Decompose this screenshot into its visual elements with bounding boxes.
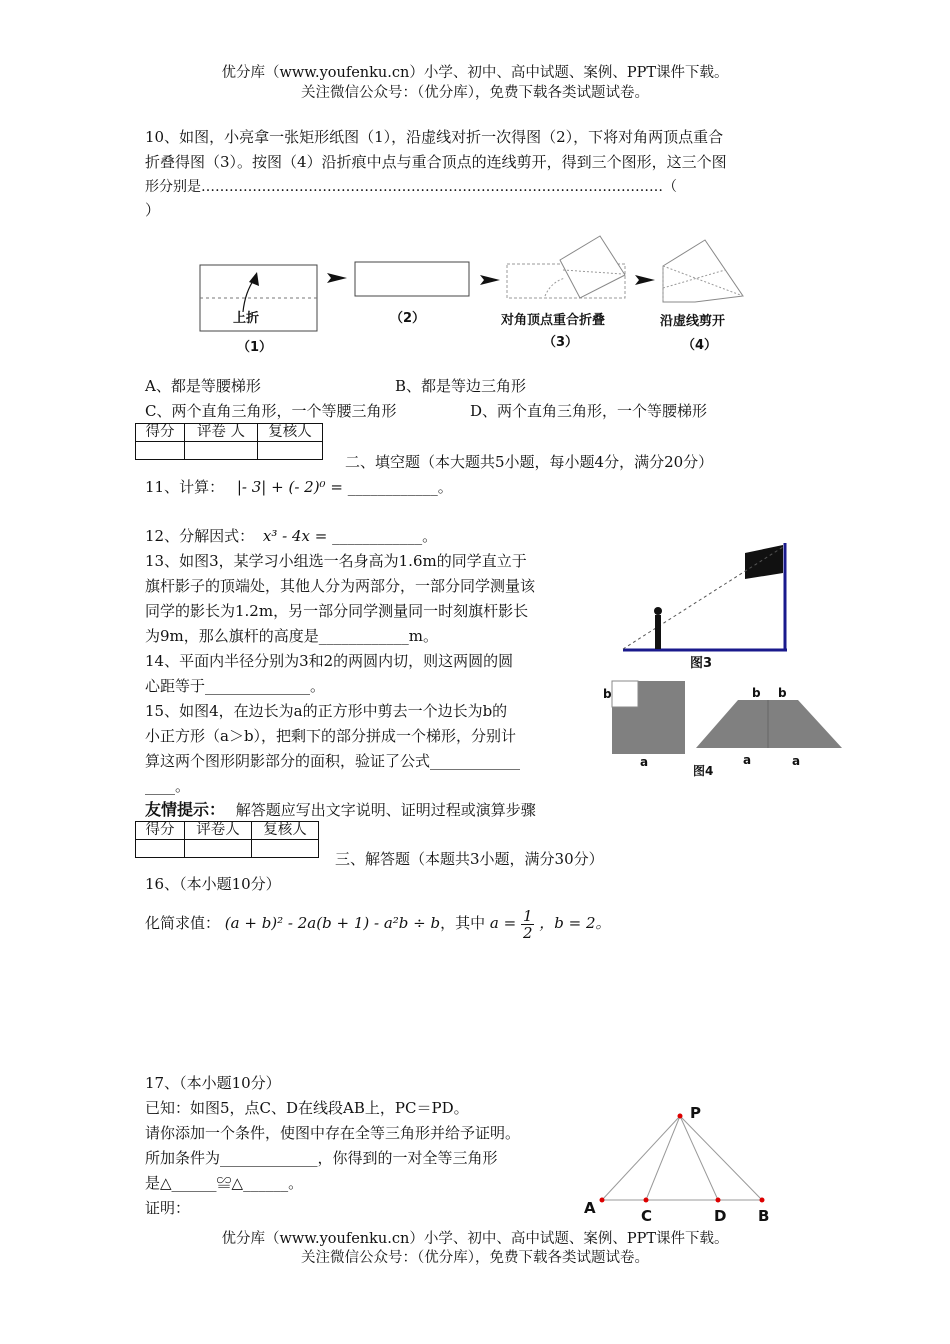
point-d bbox=[716, 1198, 721, 1203]
arrow-2-icon bbox=[480, 275, 500, 285]
q17-line4: 是△______≌△______。 bbox=[145, 1174, 304, 1192]
score-table-1 bbox=[135, 423, 323, 460]
q15-line4: ____。 bbox=[145, 777, 191, 795]
q16-title: 16、（本小题10分） bbox=[145, 875, 281, 893]
fig4-label: （4） bbox=[682, 338, 718, 353]
section2-title: 二、填空题（本大题共5小题，每小题4分，满分20分） bbox=[345, 453, 714, 471]
fig4-label-a-square: a bbox=[640, 755, 649, 769]
fig1-caption: 上折 bbox=[233, 311, 260, 326]
shaded-trapezoid bbox=[696, 700, 842, 748]
grader-cell-2[interactable] bbox=[185, 840, 252, 858]
grader-cell-1[interactable] bbox=[185, 442, 258, 460]
point-a bbox=[600, 1198, 605, 1203]
flag bbox=[745, 545, 783, 579]
q16-expression: (a + b)² - 2a(b + 1) - a²b ÷ b bbox=[224, 914, 441, 932]
page-header-line2: 关注微信公众号：（优分库），免费下载各类试题试卷。 bbox=[301, 85, 649, 101]
figure-3-label: 图3 bbox=[690, 656, 713, 670]
q11-expression: |- 3| + (- 2)⁰ = bbox=[236, 478, 343, 496]
q10-option-c: C、两个直角三角形，一个等腰三角形 bbox=[145, 402, 397, 420]
q10-line2: 折叠得图（3）。按图（4）沿折痕中点与重合顶点的连线剪开，得到三个图形，这三个图 bbox=[145, 153, 727, 171]
q12-suffix: 。 bbox=[422, 527, 438, 545]
label-d: D bbox=[714, 1207, 727, 1225]
page-footer-line2: 关注微信公众号：（优分库），免费下载各类试题试卷。 bbox=[301, 1250, 649, 1266]
fig1-label: （1） bbox=[237, 340, 273, 355]
fig3-label: （3） bbox=[543, 335, 579, 350]
arrow-1-icon bbox=[327, 273, 347, 283]
fig4-label-b-left: b bbox=[603, 687, 612, 701]
q11 bbox=[145, 475, 453, 499]
q11-prefix: 11、计算： bbox=[145, 478, 225, 496]
score-table-2 bbox=[135, 821, 319, 858]
q10-option-a: A、都是等腰梯形 bbox=[145, 377, 261, 395]
q17-line3: 所加条件为_____________，你得到的一对全等三角形 bbox=[145, 1149, 498, 1167]
tip-label: 友情提示： bbox=[145, 800, 226, 819]
q17-line1: 已知：如图5，点C、D在线段AB上，PC＝PD。 bbox=[145, 1099, 469, 1117]
section3-title: 三、解答题（本题共3小题，满分30分） bbox=[335, 850, 604, 868]
fig4-caption: 沿虚线剪开 bbox=[660, 314, 726, 329]
figure-4-label: 图4 bbox=[693, 764, 714, 778]
label-a: A bbox=[584, 1199, 596, 1217]
q13-line1: 13、如图3，某学习小组选一名身高为1.6m的同学直立于 bbox=[145, 552, 527, 570]
q16-fraction bbox=[521, 908, 535, 941]
point-c bbox=[644, 1198, 649, 1203]
q11-answer-blank[interactable]: ____________ bbox=[347, 478, 438, 496]
tip-text: 解答题应写出文字说明、证明过程或演算步骤 bbox=[235, 801, 536, 819]
figure-4-square-trapezoid bbox=[598, 675, 848, 785]
page-header-line1: 优分库（www.youfenku.cn）小学、初中、高中试题、案例、PPT课件下载。 bbox=[221, 65, 729, 81]
q13-line4: 为9m，那么旗杆的高度是____________m。 bbox=[145, 627, 438, 645]
score-cell-2[interactable] bbox=[136, 840, 185, 858]
point-p bbox=[678, 1114, 683, 1119]
q11-suffix: 。 bbox=[437, 478, 453, 496]
score-table-2-grader: 评卷人 bbox=[185, 822, 252, 840]
student-figure bbox=[655, 615, 661, 649]
fig2-label: （2） bbox=[390, 311, 426, 326]
fig4-label-a-bottom2: a bbox=[792, 754, 801, 768]
cut-small-square bbox=[612, 681, 638, 707]
score-table-2-reviewer: 复核人 bbox=[252, 822, 319, 840]
q13-line3: 同学的影长为1.2m，另一部分同学测量同一时刻旗杆影长 bbox=[145, 602, 529, 620]
q12-expression: x³ - 4x = bbox=[262, 527, 328, 545]
q10-line1: 10、如图，小亮拿一张矩形纸图（1），沿虚线对折一次得图（2），下将对角两顶点重合 bbox=[145, 128, 724, 146]
tip bbox=[145, 798, 536, 822]
q17-line5: 证明： bbox=[145, 1199, 191, 1217]
score-table-2-score: 得分 bbox=[136, 822, 185, 840]
q12 bbox=[145, 524, 437, 548]
q16-frac-den: 2 bbox=[522, 923, 533, 942]
label-p: P bbox=[690, 1104, 701, 1122]
q15-line3: 算这两个图形阴影部分的面积，验证了公式____________ bbox=[145, 752, 521, 770]
score-table-1-score: 得分 bbox=[136, 424, 185, 442]
q16-where: ，其中 bbox=[440, 914, 486, 932]
q10-option-d: D、两个直角三角形，一个等腰梯形 bbox=[470, 402, 708, 420]
q13-line2: 旗杆影子的顶端处，其他人分为两部分，一部分同学测量该 bbox=[145, 577, 536, 595]
q12-prefix: 12、分解因式： bbox=[145, 527, 255, 545]
reviewer-cell-2[interactable] bbox=[252, 840, 319, 858]
q14-line1: 14、平面内半径分别为3和2的两圆内切，则这两圆的圆 bbox=[145, 652, 514, 670]
fig2-rect bbox=[355, 262, 469, 296]
q10-line4: ） bbox=[145, 201, 161, 219]
score-table-1-reviewer: 复核人 bbox=[258, 424, 323, 442]
q17-line2: 请你添加一个条件，使图中存在全等三角形并给予证明。 bbox=[145, 1124, 521, 1142]
arrow-3-icon bbox=[635, 275, 655, 285]
q17-title: 17、（本小题10分） bbox=[145, 1074, 281, 1092]
page-footer-line1: 优分库（www.youfenku.cn）小学、初中、高中试题、案例、PPT课件下载。 bbox=[221, 1231, 729, 1247]
q16-body bbox=[145, 905, 611, 941]
reviewer-cell-1[interactable] bbox=[258, 442, 323, 460]
score-cell-1[interactable] bbox=[136, 442, 185, 460]
q15-line1: 15、如图4，在边长为a的正方形中剪去一个边长为b的 bbox=[145, 702, 508, 720]
fig3-caption: 对角顶点重合折叠 bbox=[501, 313, 606, 328]
q14-line2: 心距等于______________。 bbox=[145, 677, 326, 695]
label-c: C bbox=[641, 1207, 653, 1225]
q16-b-eq: ，b = 2。 bbox=[539, 914, 611, 932]
q10-folding-figure bbox=[195, 230, 755, 360]
score-table-1-grader: 评卷 人 bbox=[185, 424, 258, 442]
point-b bbox=[760, 1198, 765, 1203]
label-b: B bbox=[758, 1207, 770, 1225]
q10-option-b: B、都是等边三角形 bbox=[395, 377, 527, 395]
q15-line2: 小正方形（a＞b），把剩下的部分拼成一个梯形，分别计 bbox=[145, 727, 517, 745]
q16-prefix: 化简求值： bbox=[145, 914, 221, 932]
q16-a-eq: a = bbox=[489, 914, 517, 932]
q12-answer-blank[interactable]: ____________ bbox=[332, 527, 423, 545]
q10-line3: 形分别是………………………………………………………………………………………（ bbox=[145, 179, 677, 195]
figure-3-flagpole bbox=[615, 535, 795, 670]
fig4-label-b-top1: b bbox=[752, 686, 761, 700]
fig4-label-a-bottom1: a bbox=[743, 753, 752, 767]
q16-frac-num: 1 bbox=[522, 906, 533, 925]
figure-5-triangle bbox=[578, 1100, 778, 1230]
fig4-label-b-top2: b bbox=[778, 686, 787, 700]
